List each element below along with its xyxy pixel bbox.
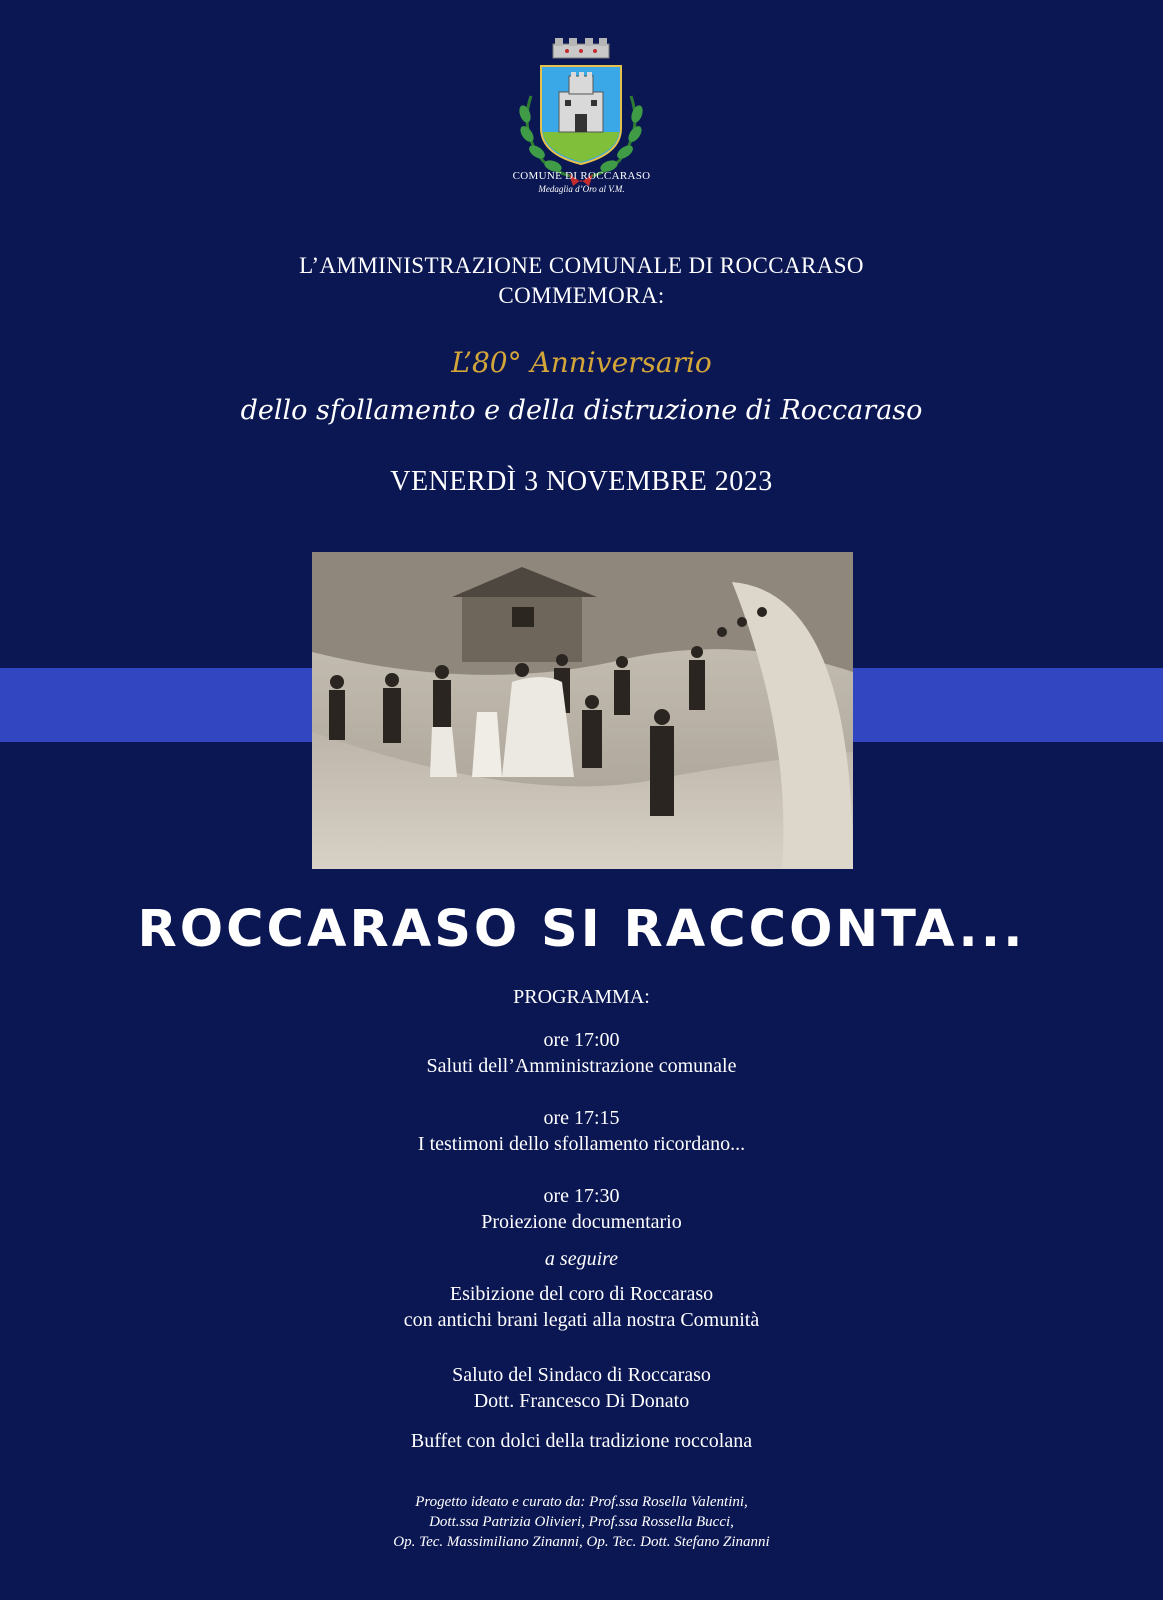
program-choir-line-2: con antichi brani legati alla nostra Comunità [403, 1309, 760, 1331]
logo-caption: COMUNE DI ROCCARASO [512, 170, 651, 182]
anniversary-title: L’80° Anniversario [451, 346, 712, 379]
historic-photo-icon [312, 552, 853, 869]
credits-line-3: Op. Tec. Massimiliano Zinanni, Op. Tec. Dott. Stefano Zinanni [393, 1534, 770, 1550]
program-follow: a seguire [544, 1248, 619, 1270]
program-item-time: ore 17:00 [543, 1029, 620, 1051]
program-item-text: Proiezione documentario [481, 1211, 682, 1233]
logo-motto: Medaglia d’Oro al V.M. [538, 184, 625, 194]
program-mayor-line-2: Dott. Francesco Di Donato [473, 1390, 690, 1412]
intro-line-1: L’AMMINISTRAZIONE COMUNALE DI ROCCARASO [299, 253, 864, 278]
program-item-time: ore 17:15 [543, 1107, 620, 1129]
event-date: VENERDÌ 3 NOVEMBRE 2023 [390, 466, 773, 497]
program-buffet: Buffet con dolci della tradizione roccolana [410, 1430, 753, 1452]
program-heading: PROGRAMMA: [513, 986, 650, 1008]
headline: ROCCARASO SI RACCONTA... [137, 900, 1026, 959]
program-mayor-line-1: Saluto del Sindaco di Roccaraso [452, 1364, 711, 1386]
credits-line-1: Progetto ideato e curato da: Prof.ssa Rosella Valentini, [415, 1494, 748, 1510]
intro-line-2: COMMEMORA: [498, 283, 665, 308]
program-choir-line-1: Esibizione del coro di Roccaraso [449, 1283, 714, 1305]
program-item-text: I testimoni dello sfollamento ricordano... [417, 1133, 746, 1155]
credits-line-2: Dott.ssa Patrizia Olivieri, Prof.ssa Rossella Bucci, [429, 1514, 734, 1530]
program-item-time: ore 17:30 [543, 1185, 620, 1207]
program-item-text: Saluti dell’Amministrazione comunale [426, 1055, 737, 1077]
anniversary-subtitle: dello sfollamento e della distruzione di Roccaraso [240, 395, 923, 426]
